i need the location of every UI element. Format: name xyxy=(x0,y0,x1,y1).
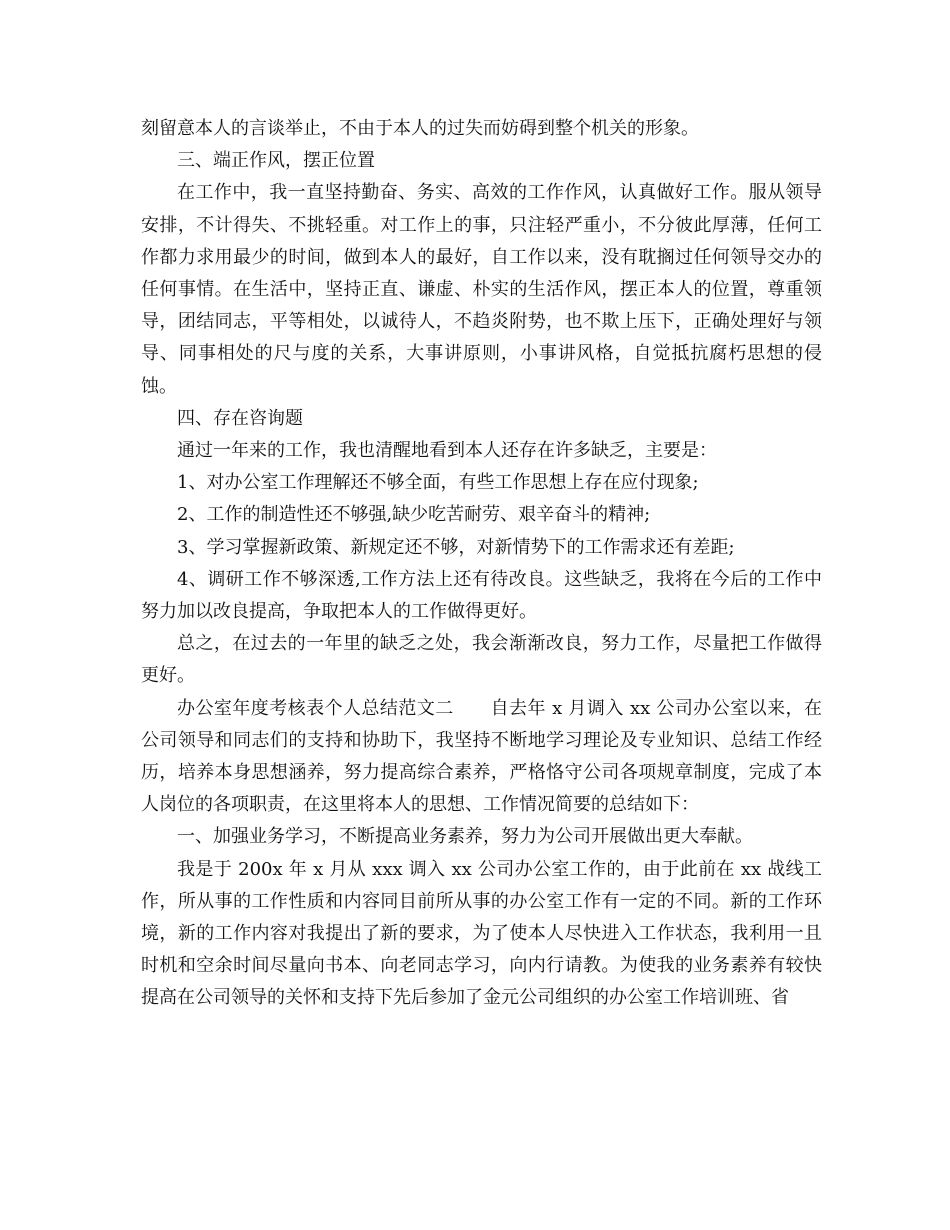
section-heading-3: 三、端正作风，摆正位置 xyxy=(177,150,375,172)
paragraph-conclusion: 总之，在过去的一年里的缺乏之处，我会渐渐改良，努力工作，尽量把工作做得更好。 xyxy=(141,633,822,687)
paragraph-transfer: 我是于 200x 年 x 月从 xxx 调入 xx 公司办公室工作的，由于此前在 xx 战线工作，所从事的工作性质和内容同目前所从事的办公室工作有一定的不同。新的工作环境，新的工作内容对我提出了新的要求，为了使本人尽快进入工作状态，我利用一且时机和空余时间尽量向书本、向老同志学习，向内行请教。为使我的业务素养有较快提高在公司领导的关怀和支持下先后参加了金元公司组织的办公室工作培训班、省 xyxy=(141,858,822,1009)
list-item-3: 3、学习掌握新政策、新规定还不够，对新情势下的工作需求还有差距; xyxy=(177,536,735,558)
document-body xyxy=(141,113,822,1015)
section-heading-1: 一、加强业务学习，不断提高业务素养，努力为公司开展做出更大奉献。 xyxy=(177,826,753,848)
list-item-2: 2、工作的制造性还不够强,缺少吃苦耐劳、艰辛奋斗的精神; xyxy=(177,504,651,526)
paragraph-work-style: 在工作中，我一直坚持勤奋、务实、高效的工作作风，认真做好工作。服从领导安排，不计得失、不挑轻重。对工作上的事，只注轻严重小，不分彼此厚薄，任何工作都力求用最少的时间，做到本人的最好，自工作以来，没有耽搁过任何领导交办的任何事情。在生活中，坚持正直、谦虚、朴实的生活作风，摆正本人的位置，尊重领导，团结同志，平等相处，以诚待人，不趋炎附势，也不欺上压下，正确处理好与领导、同事相处的尺与度的关系，大事讲原则，小事讲风格，自觉抵抗腐朽思想的侵蚀。 xyxy=(141,182,822,397)
paragraph-shortcomings-intro: 通过一年来的工作，我也清醒地看到本人还存在许多缺乏，主要是： xyxy=(177,440,717,462)
section-heading-4: 四、存在咨询题 xyxy=(177,407,303,429)
paragraph-continuation: 刻留意本人的言谈举止，不由于本人的过失而妨碍到整个机关的形象。 xyxy=(141,118,699,139)
list-item-4: 4、调研工作不够深透,工作方法上还有待改良。这些缺乏，我将在今后的工作中努力加以改良提高，争取把本人的工作做得更好。 xyxy=(141,568,822,623)
paragraph-sample-two-intro: 办公室年度考核表个人总结范文二 自去年 x 月调入 xx 公司办公室以来，在公司领导和同志们的支持和协助下，我坚持不断地学习理论及专业知识、总结工作经历，培养本身思想涵养，努力提高综合素养，严格恪守公司各项规章制度，完成了本人岗位的各项职责，在这里将本人的思想、工作情况简要的总结如下： xyxy=(141,697,822,816)
list-item-1: 1、对办公室工作理解还不够全面，有些工作思想上存在应付现象; xyxy=(177,472,699,494)
